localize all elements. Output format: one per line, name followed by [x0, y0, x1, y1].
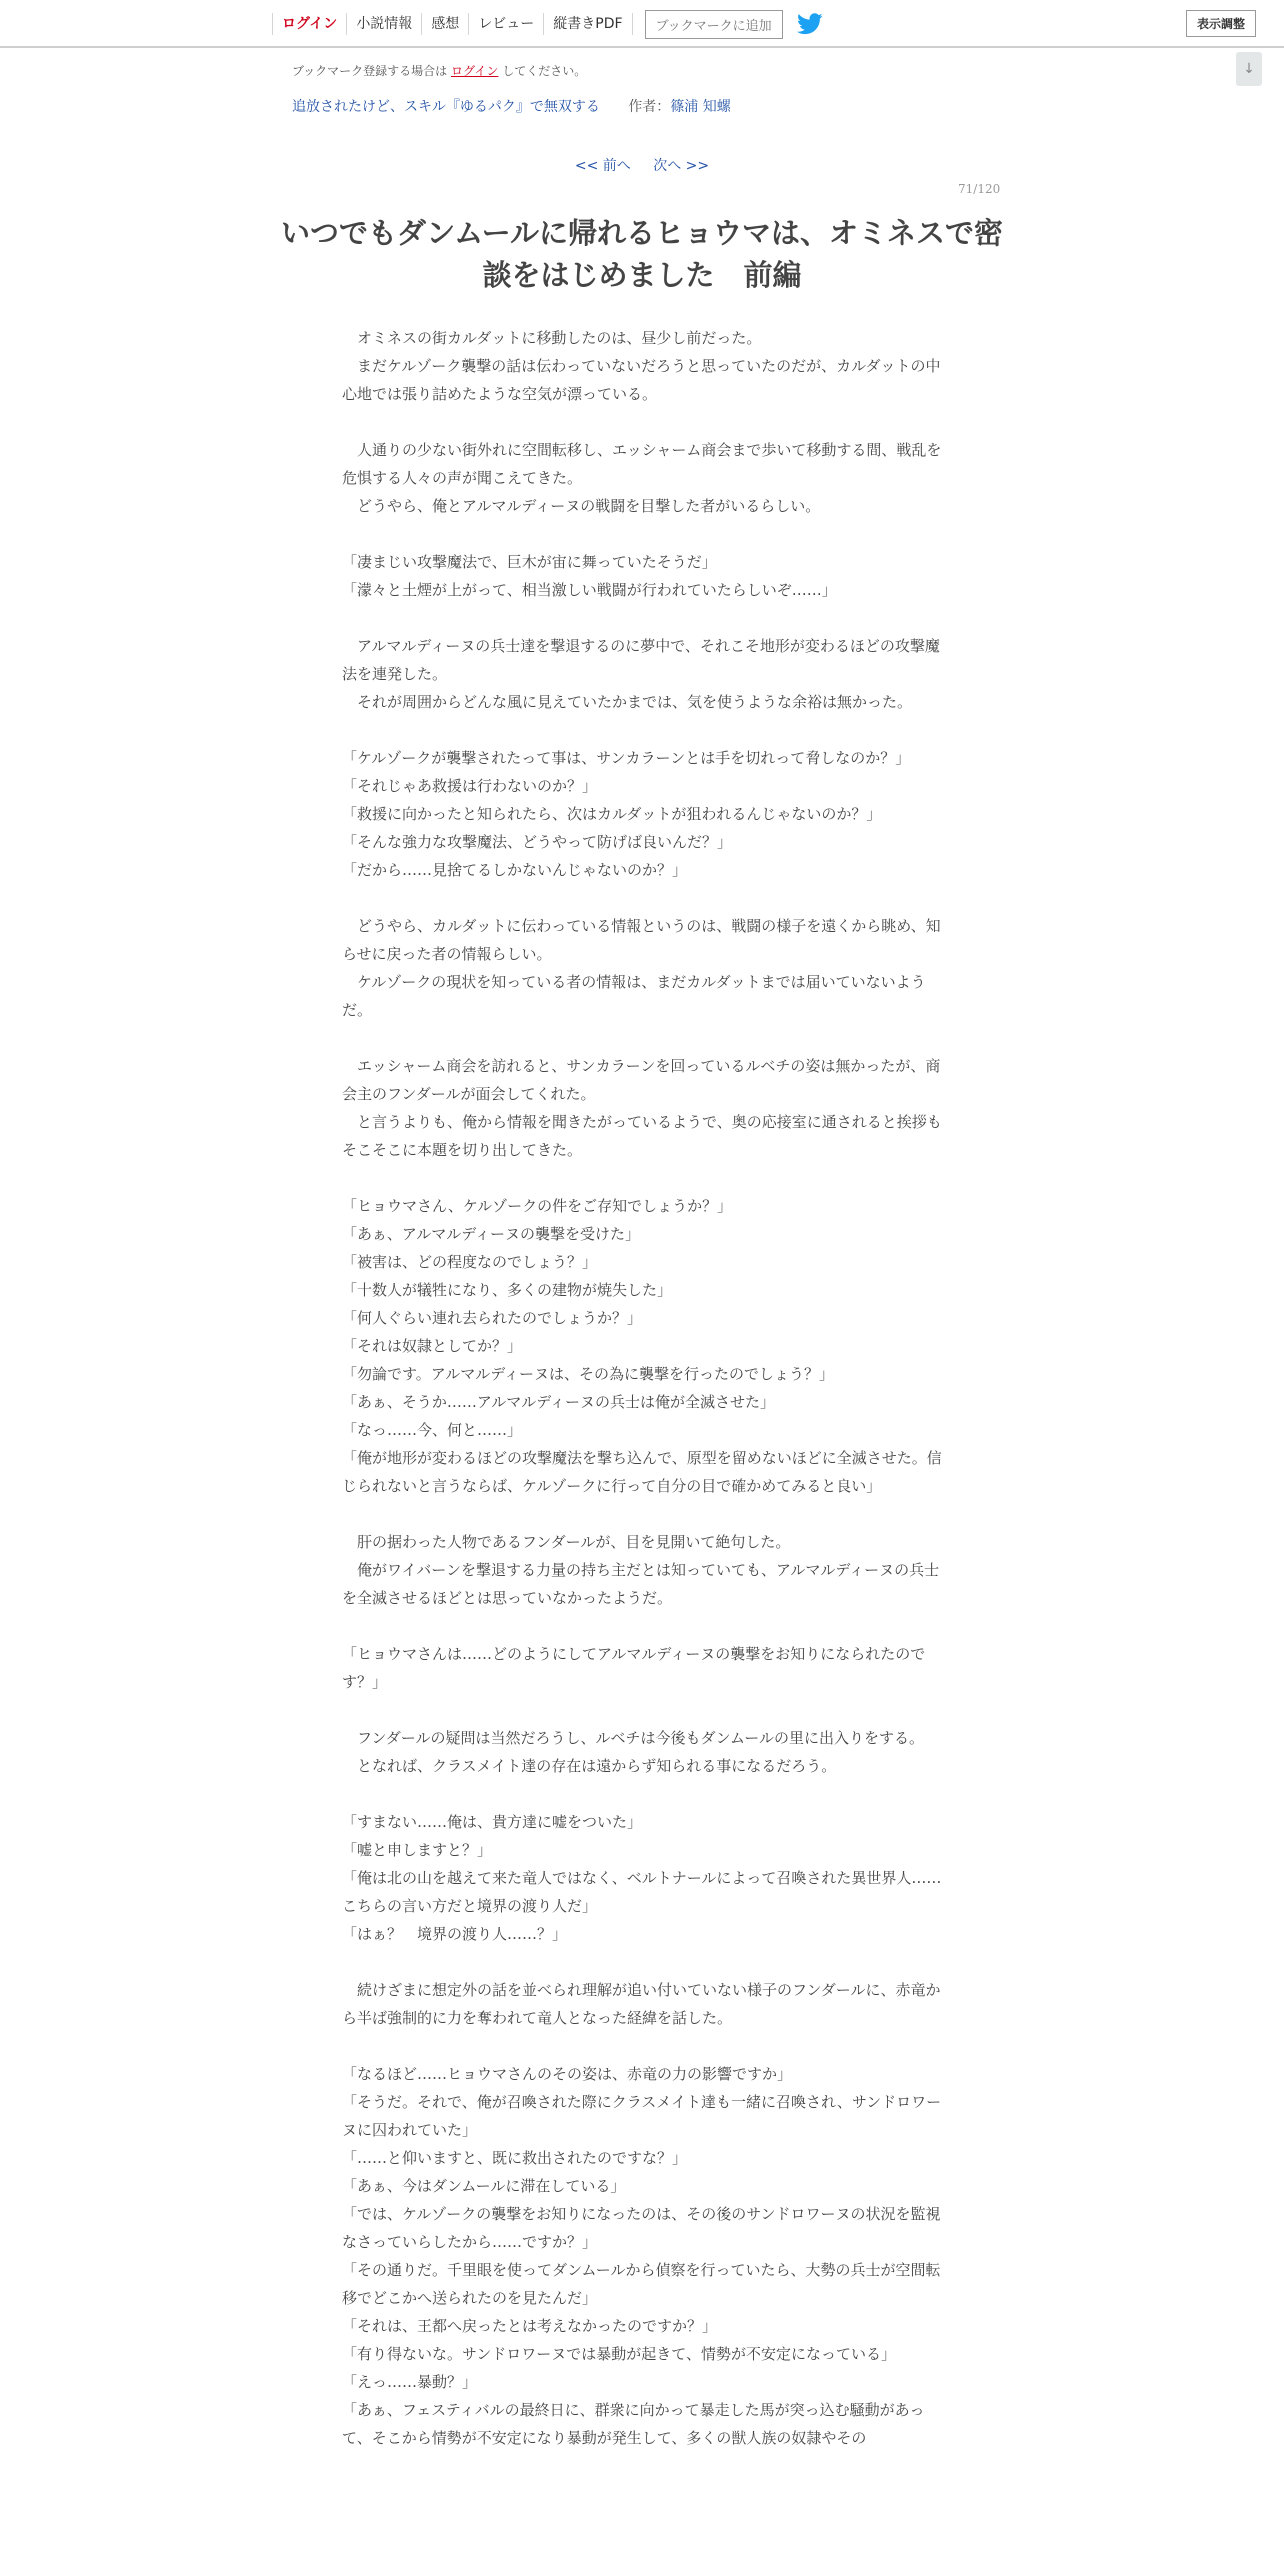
nav-review[interactable]: レビュー — [468, 13, 543, 35]
notice-login-link[interactable]: ログイン — [451, 64, 499, 78]
login-notice — [292, 62, 586, 79]
chapter-title: いつでもダンムールに帰れるヒョウマは、オミネスで密談をはじめました 前編 — [280, 216, 1004, 292]
scroll-down-button[interactable]: ↓ — [1236, 52, 1262, 86]
add-bookmark-button[interactable]: ブックマークに追加 — [645, 10, 783, 39]
main-nav — [272, 8, 823, 40]
nav-novel-info[interactable]: 小説情報 — [346, 13, 421, 35]
novel-title-link[interactable]: 追放されたけど、スキル『ゆるパク』で無双する — [292, 99, 600, 115]
notice-before: ブックマーク登録する場合は — [292, 64, 448, 78]
author-link[interactable]: 篠浦 知螺 — [670, 99, 731, 115]
twitter-icon[interactable] — [797, 13, 823, 35]
top-header — [0, 0, 1284, 48]
author-label: 作者： — [628, 99, 671, 115]
display-settings-button[interactable]: 表示調整 — [1186, 10, 1256, 37]
page-number: 71/120 — [958, 182, 1001, 196]
notice-after: してください。 — [502, 64, 587, 78]
nav-login[interactable]: ログイン — [272, 13, 346, 35]
chapter-body: オミネスの街カルダットに移動したのは、昼少し前だった。 まだケルゾーク襲撃の話は伝わっていないだろうと思っていたのだが、カルダットの中心地では張り詰めたような空気が漂っている。 人通りの少ない街外れに空間転移し、エッシャーム商会まで歩いて移動する間、戦乱を危惧する人々の声が聞こえてきた。 どうやら、俺とアルマルディーヌの戦闘を目撃した者がいるらしい。 「凄まじい攻撃魔法で、巨木が宙に舞っていたそうだ」 「濛々と土煙が上がって、相当激しい戦闘が行われていたらしいぞ……」 アルマルディーヌの兵士達を撃退するのに夢中で、それこそ地形が変わるほどの攻撃魔法を連発した。 それが周囲からどんな風に見えていたかまでは、気を使うような余裕は無かった。 「ケルゾークが襲撃されたって事は、サンカラーンとは手を切れって脅しなのか？」 「それじゃあ救援は行わないのか？」 「救援に向かったと知られたら、次はカルダットが狙われるんじゃないのか？」 「そんな強力な攻撃魔法、どうやって防げば良いんだ？」 「だから……見捨てるしかないんじゃないのか？」 どうやら、カルダットに伝わっている情報というのは、戦闘の様子を遠くから眺め、知らせに戻った者の情報らしい。 ケルゾークの現状を知っている者の情報は、まだカルダットまでは届いていないようだ。 エッシャーム商会を訪れると、サンカラーンを回っているルベチの姿は無かったが、商会主のフンダールが面会してくれた。 と言うよりも、俺から情報を聞きたがっているようで、奥の応接室に通されると挨拶もそこそこに本題を切り出してきた。 「ヒョウマさん、ケルゾークの件をご存知でしょうか？」 「あぁ、アルマルディーヌの襲撃を受けた」 「被害は、どの程度なのでしょう？」 「十数人が犠牲になり、多くの建物が焼失した」 「何人ぐらい連れ去られたのでしょうか？」 「それは奴隷としてか？」 「勿論です。アルマルディーヌは、その為に襲撃を行ったのでしょう？」 「あぁ、そうか……アルマルディーヌの兵士は俺が全滅させた」 「なっ……今、何と……」 「俺が地形が変わるほどの攻撃魔法を撃ち込んで、原型を留めないほどに全滅させた。信じられないと言うならば、ケルゾークに行って自分の目で確かめてみると良い」 肝の据わった人物であるフンダールが、目を見開いて絶句した。 俺がワイバーンを撃退する力量の持ち主だとは知っていても、アルマルディーヌの兵士を全滅させるほどとは思っていなかったようだ。 「ヒョウマさんは……どのようにしてアルマルディーヌの襲撃をお知りになられたのです？」 フンダールの疑問は当然だろうし、ルベチは今後もダンムールの里に出入りをする。 となれば、クラスメイト達の存在は遠からず知られる事になるだろう。 「すまない……俺は、貴方達に嘘をついた」 「嘘と申しますと？」 「俺は北の山を越えて来た竜人ではなく、ベルトナールによって召喚された異世界人……こちらの言い方だと境界の渡り人だ」 「はぁ？ 境界の渡り人……？」 続けざまに想定外の話を並べられ理解が追い付いていない様子のフンダールに、赤竜から半ば強制的に力を奪われて竜人となった経緯を話した。 「なるほど……ヒョウマさんのその姿は、赤竜の力の影響ですか」 「そうだ。それで、俺が召喚された際にクラスメイト達も一緒に召喚され、サンドロワーヌに囚われていた」 「……と仰いますと、既に救出されたのですな？」 「あぁ、今はダンムールに滞在している」 「では、ケルゾークの襲撃をお知りになったのは、その後のサンドロワーヌの状況を監視なさっていらしたから……ですか？」 「その通りだ。千里眼を使ってダンムールから偵察を行っていたら、大勢の兵士が空間転移でどこかへ送られたのを見たんだ」 「それは、王都へ戻ったとは考えなかったのですか？」 「有り得ないな。サンドロワーヌでは暴動が起きて、情勢が不安定になっている」 「えっ……暴動？」 「あぁ、フェスティバルの最終日に、群衆に向かって暴走した馬が突っ込む騒動があって、そこから情勢が不安定になり暴動が発生して、多くの獣人族の奴隷やその — [342, 329, 942, 2447]
next-page-link[interactable]: 次へ >> — [653, 158, 710, 174]
pager — [0, 155, 1284, 175]
novel-info-line — [292, 96, 731, 116]
prev-page-link[interactable]: << 前へ — [574, 158, 631, 174]
nav-vertical-pdf[interactable]: 縦書きPDF — [543, 13, 632, 35]
nav-impressions[interactable]: 感想 — [421, 13, 468, 35]
